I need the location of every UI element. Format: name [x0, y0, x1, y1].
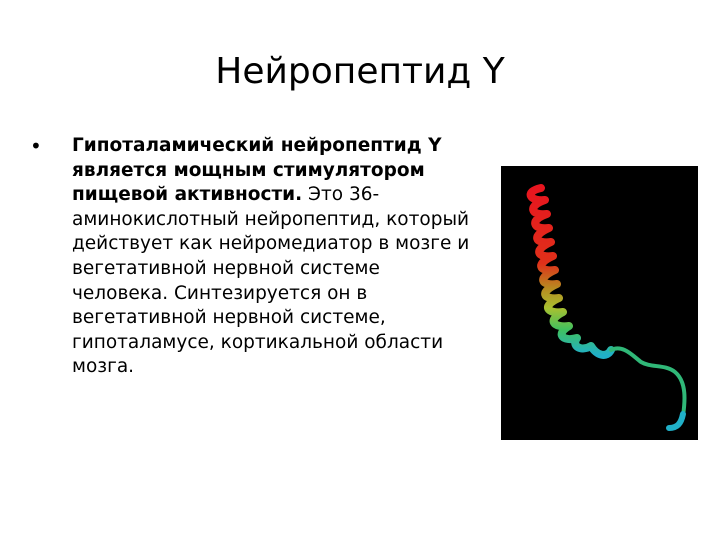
bullet-marker: •: [30, 134, 42, 158]
protein-ribbon: [501, 166, 698, 440]
bullet-bold-text: Гипоталамический нейропептид Y является мощным стимулятором пищевой активности.: [72, 135, 442, 206]
helix-coil: [531, 188, 611, 355]
protein-structure-image: [501, 166, 698, 440]
protein-tail-end: [669, 414, 683, 428]
bullet-item: [30, 134, 470, 380]
protein-tail: [611, 348, 685, 428]
bullet-text: [72, 134, 470, 380]
bullet-normal-text: Это 36-аминокислотный нейропептид, который действует как нейромедиатор в мозге и вегетативной нервной системе человека. Синтезируется он в вегетативной нервной системе, гипоталамусе, кортикальной области мозга.: [72, 184, 470, 378]
slide-title: Нейропептид Y: [215, 51, 505, 92]
